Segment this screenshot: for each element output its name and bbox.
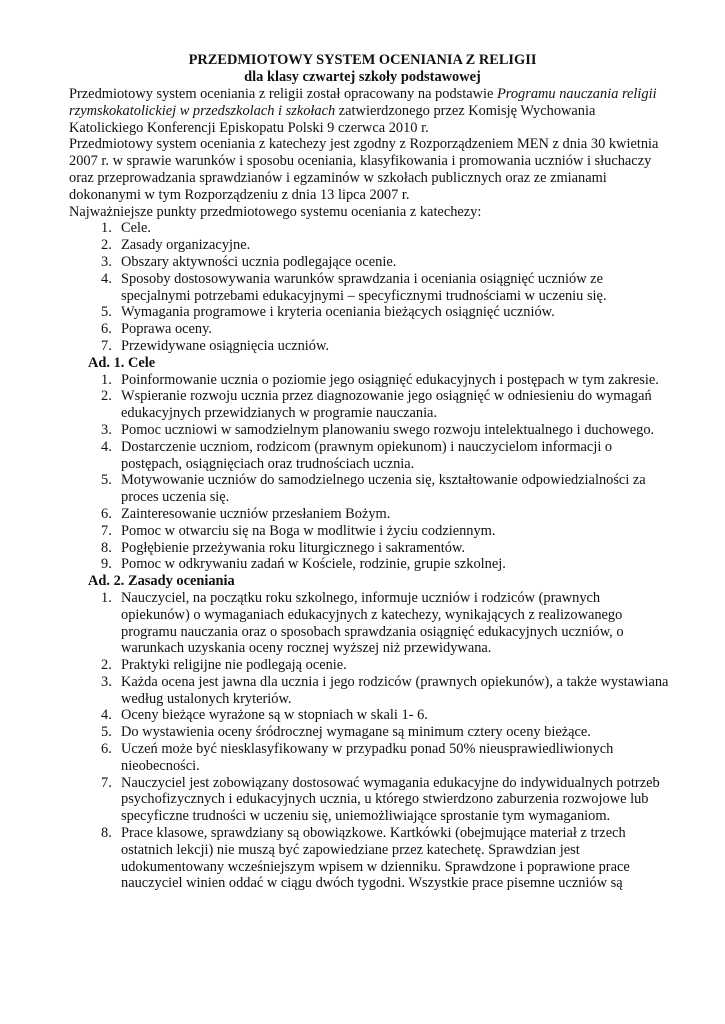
list-item-number: 1. [101,371,112,388]
list-item [69,741,669,775]
intro-paragraph-program [69,86,669,136]
list-item [69,674,669,708]
list-item-number: 2. [101,657,112,674]
list-item [69,237,669,254]
list-item-text: Praktyki religijne nie podlegają ocenie. [121,657,347,674]
list-item [69,338,669,355]
list-item-number: 5. [101,724,112,741]
list-item-number: 6. [101,321,112,338]
list-item-text: Obszary aktywności ucznia podlegające ocenie. [121,253,397,270]
intro-paragraph-points: Najważniejsze punkty przedmiotowego systemu oceniania z katechezy: [69,203,482,220]
list-item-number: 9. [101,556,112,573]
list-item-text: Każda ocena jest jawna dla ucznia i jego rodziców (prawnych opiekunów), a także wystawiana według ustalonych kryteriów. [121,673,669,707]
list-item [69,657,669,674]
list-item-text: Zasady organizacyjne. [121,237,251,254]
section-2-heading: Ad. 2. Zasady oceniania [88,573,235,590]
list-item-text: Pomoc w odkrywaniu zadań w Kościele, rodzinie, grupie szkolnej. [121,556,506,573]
document-title: PRZEDMIOTOWY SYSTEM OCENIANIA Z RELIGII [188,52,537,68]
list-item-text: Wspieranie rozwoju ucznia przez diagnozowanie jego osiągnięć w odniesieniu do wymagań edukacyjnych przewidzianych w programie nauczania. [121,388,652,422]
list-item [69,707,669,724]
list-item-number: 7. [101,522,112,539]
list-item-number: 5. [101,472,112,489]
list-item-number: 6. [101,741,112,758]
list-item-text: Wymagania programowe i kryteria oceniania bieżących osiągnięć uczniów. [121,304,555,321]
program-title: Programu nauczania religii rzymskokatolickiej w przedszkolach i szkołach [69,86,657,119]
list-item [69,439,669,473]
list-item-text: Pomoc uczniowi w samodzielnym planowaniu swego rozwoju intelektualnego i duchowego. [121,421,655,438]
list-item [69,825,669,892]
list-item-number: 2. [101,388,112,405]
list-item-number: 8. [101,539,112,556]
list-item-number: 6. [101,505,112,522]
list-item-number: 1. [101,220,112,237]
list-item [69,523,669,540]
list-item [69,422,669,439]
list-item-text: Poprawa oceny. [121,321,212,338]
list-item [69,506,669,523]
list-item [69,590,669,657]
list-item-number: 3. [101,253,112,270]
list-item-number: 4. [101,270,112,287]
list-item-number: 3. [101,673,112,690]
list-item-text: Uczeń może być niesklasyfikowany w przypadku ponad 50% nieusprawiedliwionych nieobecności. [121,741,614,774]
list-item [69,254,669,271]
list-item-text: Nauczyciel, na początku roku szkolnego, informuje uczniów i rodziców (prawnych opiekunów) o wymaganiach edukacyjnych z katechezy, wynikających z realizowanego programu nauczania oraz o sposobach sprawdzania osiągnięć edukacyjnych uczniów, o warunkach uzyskania oceny rocznej wyższej niż przewidywana. [121,589,624,657]
list-item [69,304,669,321]
section-1-heading: Ad. 1. Cele [88,354,156,371]
list-item-text: Przewidywane osiągnięcia uczniów. [121,337,330,354]
list-item-text: Oceny bieżące wyrażone są w stopniach w skali 1- 6. [121,707,428,724]
list-item-text: Prace klasowe, sprawdziany są obowiązkowe. Kartkówki (obejmujące materiał z trzech ostatnich lekcji) nie muszą być zapowiedziane przez katechetę. Sprawdzian jest udokumentowany wcześniejszym wpisem w dzienniku. Sprawdzone i poprawione prace nauczyciel winien oddać w ciągu dwóch tygodni. Wszystkie prace pisemne uczniów są [121,825,630,892]
list-item-text: Poinformowanie ucznia o poziomie jego osiągnięć edukacyjnych i postępach w tym zakresie. [121,371,659,388]
intro-text-end: zatwierdzonego przez Komisję Wychowania Katolickiego Konferencji Episkopatu Polski 9 czerwca 2010 r. [69,102,596,136]
list-item [69,724,669,741]
list-item-number: 8. [101,825,112,842]
list-item [69,556,669,573]
list-item-number: 3. [101,421,112,438]
list-item-text: Pogłębienie przeżywania roku liturgicznego i sakramentów. [121,539,466,556]
list-item [69,775,669,825]
list-item [69,472,669,506]
document-body [69,86,669,892]
list-item-number: 1. [101,589,112,606]
section-1-list [69,372,669,574]
section-2-list [69,590,669,892]
list-item-number: 4. [101,438,112,455]
list-item-number: 4. [101,707,112,724]
list-item [69,540,669,557]
list-item-number: 2. [101,237,112,254]
document-subtitle: dla klasy czwartej szkoły podstawowej [244,69,481,85]
list-item-text: Cele. [121,220,151,237]
list-item [69,372,669,389]
list-item [69,388,669,422]
points-list [69,220,669,354]
list-item-text: Motywowanie uczniów do samodzielnego uczenia się, kształtowanie odpowiedzialności za proces uczenia się. [121,472,646,506]
list-item-text: Pomoc w otwarciu się na Boga w modlitwie i życiu codziennym. [121,522,496,539]
list-item-number: 5. [101,304,112,321]
list-item [69,321,669,338]
list-item-text: Do wystawienia oceny śródrocznej wymagane są minimum cztery oceny bieżące. [121,724,591,741]
list-item-text: Zainteresowanie uczniów przesłaniem Bożym. [121,505,391,522]
list-item-text: Nauczyciel jest zobowiązany dostosować wymagania edukacyjne do indywidualnych potrzeb psychofizycznych i edukacyjnych ucznia, u którego stwierdzono zaburzenia rozwojowe lub specyficzne trudności w uczeniu się, uniemożliwiające sprostanie tym wymaganiom. [121,774,660,825]
list-item-text: Dostarczenie uczniom, rodzicom (prawnym opiekunom) i nauczycielom informacji o postępach, osiągnięciach oraz trudnościach ucznia. [121,438,613,472]
list-item [69,220,669,237]
list-item [69,271,669,305]
list-item-text: Sposoby dostosowywania warunków sprawdzania i oceniania osiągnięć uczniów ze specjalnymi potrzebami edukacyjnymi – specyficznymi trudnościami w uczeniu się. [121,270,607,304]
intro-text: Przedmiotowy system oceniania z religii został opracowany na podstawie [69,86,497,102]
list-item-number: 7. [101,774,112,791]
intro-paragraph-regulation: Przedmiotowy system oceniania z katechezy jest zgodny z Rozporządzeniem MEN z dnia 30 kwietnia 2007 r. w sprawie warunków i sposobu oceniania, klasyfikowania i promowania uczniów i słuchaczy oraz przeprowadzania sprawdzianów i egzaminów w szkołach publicznych oraz ze zmianami dokonanymi w tym Rozporządzeniu z dnia 13 lipca 2007 r. [69,136,659,203]
list-item-number: 7. [101,337,112,354]
